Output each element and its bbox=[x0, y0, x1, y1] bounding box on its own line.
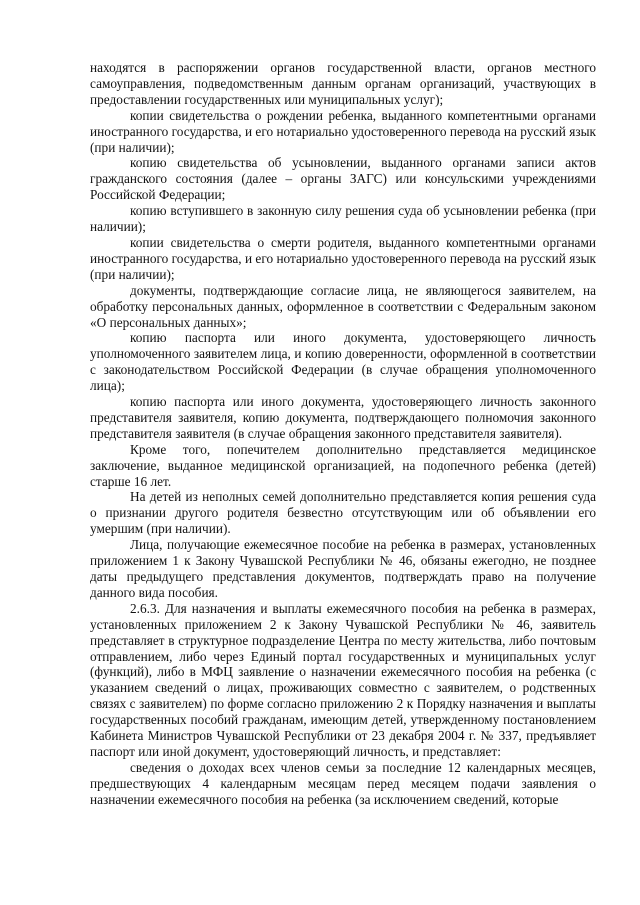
paragraph-3: копию вступившего в законную силу решения суда об усыновлении ребенка (при наличии); bbox=[90, 203, 596, 235]
paragraph-11: 2.6.3. Для назначения и выплаты ежемесячного пособия на ребенка в размерах, установленных приложением 2 к Закону Чувашской Республики № 46, заявитель представляет в структурное подразделение Центра по месту жительства, либо почтовым отправлением, либо через Единый портал государственных и муниципальных услуг (функций), либо в МФЦ заявление о назначении ежемесячного пособия на ребенка (с указанием сведений о лицах, проживающих совместно с заявителем, о родственных связях с заявителем) по форме согласно приложению 2 к Порядку назначения и выплаты государственных пособий гражданам, имеющим детей, утвержденному постановлением Кабинета Министров Чувашской Республики от 23 декабря 2004 г. № 337, предъявляет паспорт или иной документ, удостоверяющий личность, и представляет: bbox=[90, 600, 596, 759]
paragraph-1: копии свидетельства о рождении ребенка, выданного компетентными органами иностранного государства, и его нотариально удостоверенного перевода на русский язык (при наличии); bbox=[90, 107, 596, 155]
paragraph-0: находятся в распоряжении органов государственной власти, органов местного самоуправления, подведомственным данным органам организаций, участвующих в предоставлении государственных или муниципальных услуг); bbox=[90, 60, 596, 107]
paragraph-2: копию свидетельства об усыновлении, выданного органами записи актов гражданского состояния (далее – органы ЗАГС) или консульскими учреждениями Российской Федерации; bbox=[90, 155, 596, 203]
paragraph-10: Лица, получающие ежемесячное пособие на ребенка в размерах, установленных приложением 1 к Закону Чувашской Республики № 46, обязаны ежегодно, не позднее даты предыдущего представления документов, подтверждать право на получение данного вида пособия. bbox=[90, 537, 596, 600]
document-page bbox=[90, 60, 596, 808]
paragraph-5: документы, подтверждающие согласие лица, не являющегося заявителем, на обработку персональных данных, оформленное в соответствии с Федеральным законом «О персональных данных»; bbox=[90, 282, 596, 330]
paragraph-6: копию паспорта или иного документа, удостоверяющего личность уполномоченного заявителем лица, и копию доверенности, оформленной в соответствии с законодательством Российской Федерации (в случае обращения уполномоченного лица); bbox=[90, 330, 596, 394]
paragraph-12: сведения о доходах всех членов семьи за последние 12 календарных месяцев, предшествующих 4 календарным месяцам перед месяцем подачи заявления о назначении ежемесячного пособия на ребенка (за исключением сведений, которые bbox=[90, 759, 596, 807]
paragraph-4: копии свидетельства о смерти родителя, выданного компетентными органами иностранного государства, и его нотариально удостоверенного перевода на русский язык (при наличии); bbox=[90, 234, 596, 282]
paragraph-8: Кроме того, попечителем дополнительно представляется медицинское заключение, выданное медицинской организацией, на подопечного ребенка (детей) старше 16 лет. bbox=[90, 441, 596, 489]
paragraph-9: На детей из неполных семей дополнительно представляется копия решения суда о признании другого родителя безвестно отсутствующим или об объявлении его умершим (при наличии). bbox=[90, 489, 596, 537]
paragraph-7: копию паспорта или иного документа, удостоверяющего личность законного представителя заявителя, копию документа, подтверждающего полномочия законного представителя заявителя (в случае обращения законного представителя заявителя). bbox=[90, 394, 596, 441]
